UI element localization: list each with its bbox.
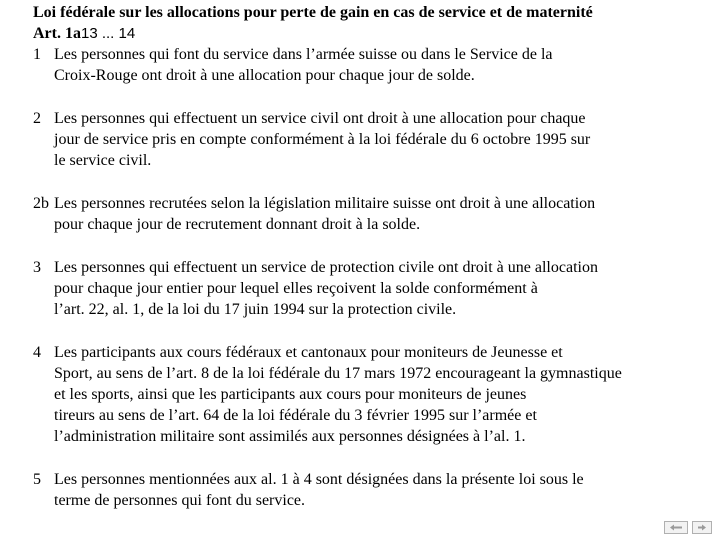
document-title: Loi fédérale sur les allocations pour perte de gain en cas de service et de maternité bbox=[33, 4, 593, 21]
paragraph-number: 2b bbox=[33, 195, 49, 212]
article-heading bbox=[33, 23, 713, 44]
article-range: 13 ... 14 bbox=[80, 25, 136, 42]
right-arrow-icon bbox=[697, 524, 707, 531]
paragraph-number: 2 bbox=[33, 110, 41, 127]
nav-previous-button[interactable] bbox=[664, 521, 688, 534]
paragraph-4 bbox=[33, 342, 713, 447]
paragraph-text: Les participants aux cours fédéraux et cantonaux pour moniteurs de Jeunesse et Sport, au sens de l’art. 8 de la loi fédérale du 17 mars 1972 encourageant la gymnastique et les sports, ainsi que les participants aux cours pour moniteurs de jeunes tireurs au sens de l’art. 64 de la loi fédérale du 3 février 1995 sur l’armée et l’administration militaire sont assimilés aux personnes désignées à l’al. 1. bbox=[54, 344, 622, 445]
document bbox=[33, 2, 713, 511]
paragraph-number: 5 bbox=[33, 471, 41, 488]
paragraph-text: Les personnes qui font du service dans l’armée suisse ou dans le Service de la Croix-Rouge ont droit à une allocation pour chaque jour de solde. bbox=[54, 46, 553, 84]
paragraph-text: Les personnes mentionnées aux al. 1 à 4 sont désignées dans la présente loi sous le terme de personnes qui font du service. bbox=[54, 471, 584, 509]
paragraph-2b bbox=[33, 193, 713, 235]
left-arrow-icon bbox=[669, 524, 683, 531]
paragraph-number: 4 bbox=[33, 344, 41, 361]
paragraph-5 bbox=[33, 469, 713, 511]
paragraph-number: 3 bbox=[33, 259, 41, 276]
paragraph-2 bbox=[33, 108, 713, 171]
paragraph-1 bbox=[33, 44, 713, 86]
paragraph-3 bbox=[33, 257, 713, 320]
paragraph-number: 1 bbox=[33, 46, 41, 63]
paragraph-text: Les personnes recrutées selon la législation militaire suisse ont droit à une allocation pour chaque jour de recrutement donnant droit à la solde. bbox=[54, 195, 596, 233]
paragraph-text: Les personnes qui effectuent un service civil ont droit à une allocation pour chaque jour de service pris en compte conformément à la loi fédérale du 6 octobre 1995 sur le service civil. bbox=[54, 110, 591, 169]
slide-navigation bbox=[664, 521, 712, 534]
article-label: Art. 1a bbox=[33, 25, 81, 42]
nav-next-button[interactable] bbox=[692, 521, 712, 534]
paragraph-text: Les personnes qui effectuent un service de protection civile ont droit à une allocation pour chaque jour entier pour lequel elles reçoivent la solde conformément à l’art. 22, al. 1, de la loi du 17 juin 1994 sur la protection civile. bbox=[54, 259, 598, 318]
